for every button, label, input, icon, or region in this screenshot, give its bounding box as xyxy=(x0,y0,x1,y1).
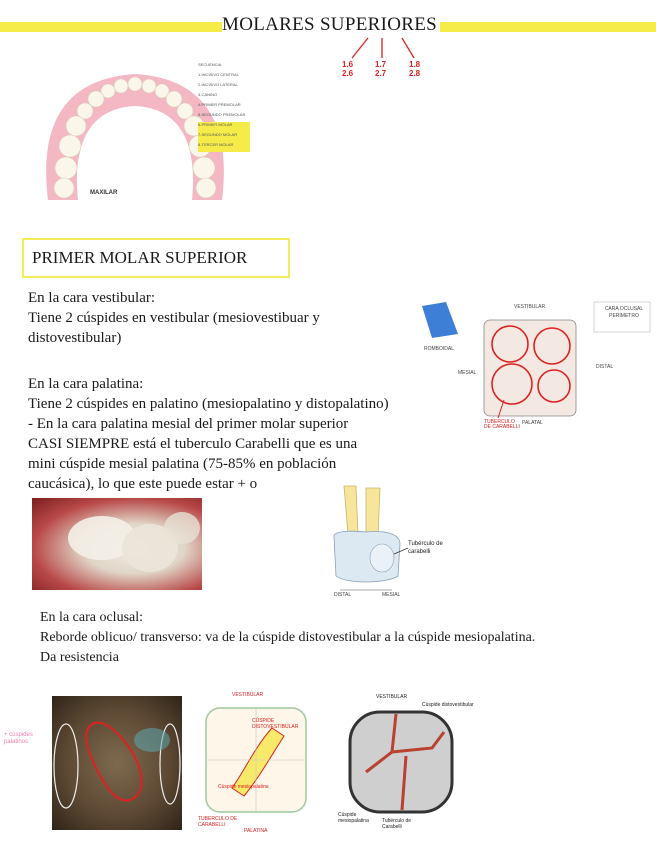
palatina-heading: En la cara palatina: xyxy=(28,376,144,392)
occlusal-photo-svg xyxy=(52,696,182,830)
carabelli-label: Tubérculo de carabelli xyxy=(408,541,443,555)
occlusal-photo-annotated xyxy=(52,696,182,830)
tooth-mesial-label: MESIAL xyxy=(382,592,401,598)
legend-item: 4-PRIMER PREMOLAR xyxy=(198,102,241,107)
bw-mesial-cusp-label: Cúspide mesiopalatina xyxy=(338,812,369,824)
diagram-palatal-label: PALATAL xyxy=(522,420,543,426)
tooth-distal-label: DISTAL xyxy=(334,592,352,598)
diagram-vestibular-label: VESTIBULAR xyxy=(514,304,546,310)
legend-item: 2-INCISIVO LATERAL xyxy=(198,82,238,87)
schematic-vestibular-label: VESTIBULAR xyxy=(232,692,264,698)
legend-item: 3-CANINO xyxy=(198,92,218,97)
title-highlight-right xyxy=(440,22,656,32)
vestibular-heading: En la cara vestibular: xyxy=(28,290,156,306)
occlusal-schematic xyxy=(192,688,322,838)
schematic-palatina-label: PALATINA xyxy=(244,828,268,834)
molar-photo xyxy=(32,498,202,590)
bw-cusp-label: Cúspide distovestibular xyxy=(422,702,474,708)
bw-vestibular-label: VESTIBULAR xyxy=(376,694,408,700)
vestibular-text: Tiene 2 cúspides en vestibular (mesiovestibuar y distovestibular) xyxy=(28,310,320,346)
legend-item: 5-SEGUNDO PREMOLAR xyxy=(198,112,246,117)
schematic-mesial-cusp-label: Cúspide mesiopalatina xyxy=(218,784,269,790)
schematic-carabelli-label: TUBERCULO DE CARABELLI xyxy=(198,816,238,828)
maxillary-arch-figure xyxy=(28,60,246,208)
diagram-romboidal-label: ROMBOIDAL xyxy=(424,346,455,352)
legend-item-highlighted: 7-SEGUNDO MOLAR xyxy=(198,132,250,142)
arch-label: MAXILAR xyxy=(90,190,118,196)
palatina-text: Tiene 2 cúspides en palatino (mesiopalatino y distopalatino) - En la cara palatina mesial del primer molar superior CASI SIEMPRE está el tuberculo Carabelli que es una mini cúspide mesial palatina (75-85% en población caucásica), lo que este puede estar + o xyxy=(28,396,389,492)
occlusal-diagram xyxy=(418,298,654,430)
legend-item-highlighted: 6-PRIMER MOLAR xyxy=(198,122,250,132)
tooth-number-2-7: 2.7 xyxy=(375,69,387,78)
legend-item: 1-INCISIVO CENTRAL xyxy=(198,72,239,77)
carabelli-tooth-svg xyxy=(326,484,476,602)
title-highlight-left xyxy=(0,22,222,32)
bw-tuberculo-label: Tubérculo de Carabelli xyxy=(382,818,411,830)
section-title: PRIMER MOLAR SUPERIOR xyxy=(22,238,290,278)
diagram-distal-label: DISTAL xyxy=(596,364,614,370)
legend-item-highlighted: 8-TERCER MOLAR xyxy=(198,142,250,152)
tooth-number-1-7: 1.7 xyxy=(375,60,387,69)
occlusal-bw-svg xyxy=(336,692,476,832)
schematic-cusp-label: CÚSPIDE DISTOVESTIBULAR xyxy=(252,718,299,730)
tooth-number-2-6: 2.6 xyxy=(342,69,354,78)
molar-photo-svg xyxy=(32,498,202,590)
occlusal-photo-bw xyxy=(336,692,476,832)
occlusal-text: Reborde oblicuo/ transverso: va de la cúspide distovestibular a la cúspide mesiopalatina. Da resistencia xyxy=(40,630,536,665)
carabelli-tooth-figure xyxy=(326,484,476,602)
legend-item: SECUENCIA xyxy=(198,62,222,67)
diagram-carabelli-label: TUBERCULO DE CARABELLI xyxy=(484,419,520,430)
arch-legend xyxy=(198,62,250,152)
diagram-mesial-label: MESIAL xyxy=(458,370,477,376)
diagram-note: CARA OCLUSAL PERIMETRO xyxy=(604,306,644,319)
tooth-number-2-8: 2.8 xyxy=(409,69,421,78)
tooth-number-1-8: 1.8 xyxy=(409,60,421,69)
page-title: MOLARES SUPERIORES xyxy=(222,14,437,35)
occlusal-heading: En la cara oclusal: xyxy=(40,610,144,625)
pink-note: + cúspides palatinos xyxy=(4,732,33,745)
tooth-number-1-6: 1.6 xyxy=(342,60,354,69)
title-connector-lines xyxy=(340,34,430,62)
